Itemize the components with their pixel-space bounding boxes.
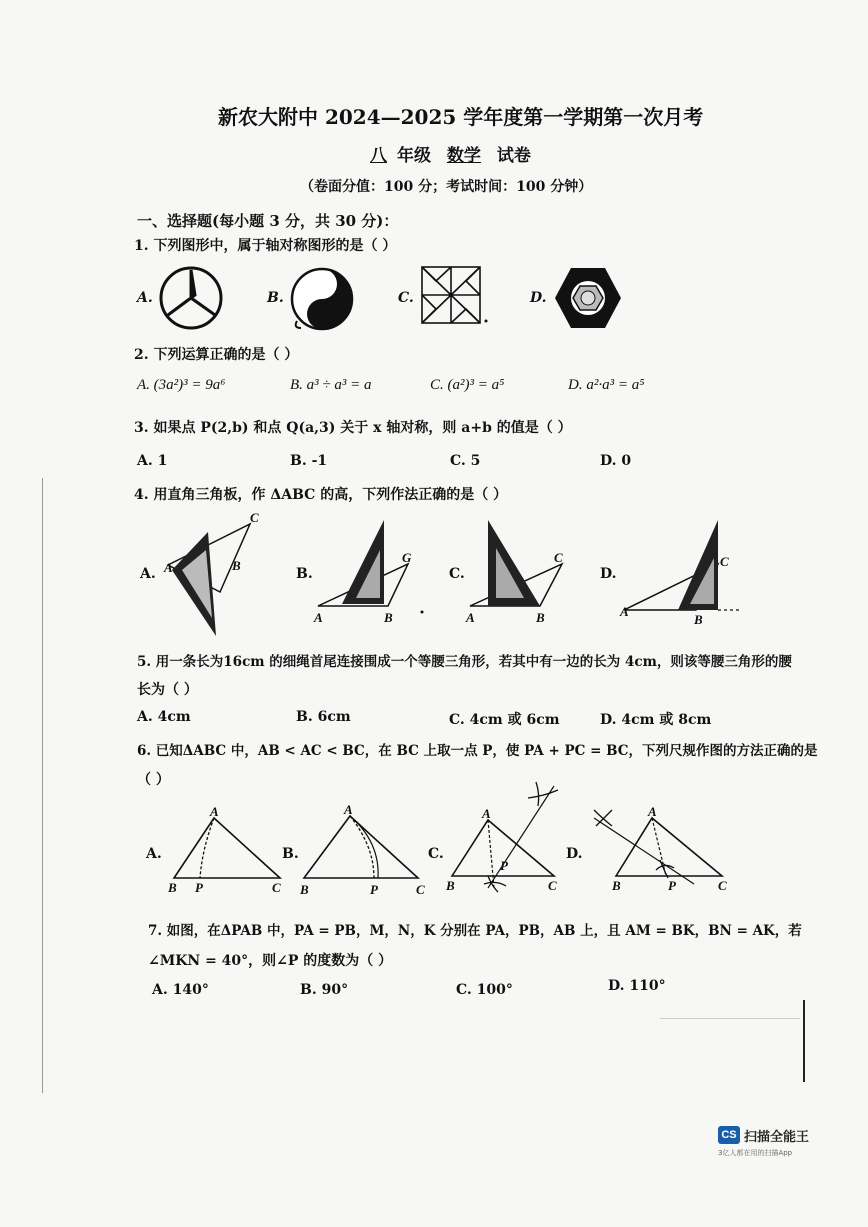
q6-option-d: D.: [566, 846, 583, 862]
q7-stem-line1: 7. 如图，在ΔPAB 中，PA = PB，M，N，K 分别在 PA，PB，AB 上，且 AM = BK，BN = AK，若: [148, 923, 802, 939]
q4c-label-b: B: [536, 610, 545, 625]
q2-option-a: A. (3a²)³ = 9a⁶: [137, 377, 226, 393]
q4-option-a: A.: [140, 566, 156, 582]
q7-option-d: D. 110°: [608, 978, 666, 994]
q6b-label-a: A: [344, 802, 353, 817]
q3-option-d: D. 0: [600, 453, 632, 469]
q6c-label-p: P: [500, 858, 508, 873]
q5-option-a: A. 4cm: [137, 709, 191, 725]
q4-option-d: D.: [600, 566, 617, 582]
q1-figure-b-yinyang-icon: [287, 266, 357, 332]
q6b-label-b: B: [300, 882, 309, 897]
q6d-label-a: A: [648, 804, 657, 819]
q5-option-b: B. 6cm: [296, 709, 351, 725]
camscanner-logo-icon: CS: [718, 1126, 740, 1144]
q7-stem-line2: ∠MKN = 40°，则∠P 的度数为（ ）: [148, 953, 393, 969]
grade-line: [360, 141, 531, 166]
q6-option-a: A.: [146, 846, 162, 862]
q1-figure-d-hexagon-icon: [553, 266, 623, 330]
grade-value: 八: [370, 146, 387, 166]
q3-option-a: A. 1: [137, 453, 168, 469]
q6c-label-c: C: [548, 878, 557, 893]
q4c-label-a: A: [466, 610, 475, 625]
scan-edge-right: [803, 1000, 805, 1082]
q1-figure-a-logo-icon: [157, 265, 227, 331]
q5-option-d: D. 4cm 或 8cm: [600, 712, 712, 728]
q2-option-d: D. a²·a³ = a⁵: [568, 377, 645, 393]
q1-option-b: B.: [267, 290, 284, 306]
q1-option-c: C.: [398, 290, 414, 306]
q4-figure-a: [160, 510, 270, 640]
q4a-label-c: C: [250, 510, 259, 525]
q6c-label-a: A: [482, 806, 491, 821]
grade-suffix: 年级: [397, 146, 431, 166]
q4d-label-c: C: [720, 554, 729, 569]
q7-option-b: B. 90°: [300, 982, 349, 998]
q1-option-d: D.: [530, 290, 547, 306]
q4d-label-b: B: [694, 612, 703, 627]
q6-figure-c: [444, 776, 574, 898]
q4-option-b: B.: [296, 566, 313, 582]
q1-stem: 1. 下列图形中，属于轴对称图形的是（ ）: [134, 238, 397, 254]
q2-option-c: C. (a²)³ = a⁵: [430, 377, 505, 393]
q3-option-c: C. 5: [450, 453, 481, 469]
q6d-label-c: C: [718, 878, 727, 893]
scanner-watermark: [718, 1124, 820, 1160]
q6-figure-d: [584, 796, 734, 896]
q6a-label-b: B: [168, 880, 177, 895]
q6-option-c: C.: [428, 846, 444, 862]
q4b-label-a: A: [314, 610, 323, 625]
q4-figure-c: [466, 518, 576, 626]
watermark-name: 扫描全能王: [744, 1130, 810, 1145]
q6-figure-b: [296, 802, 436, 898]
q4-figure-b: [312, 518, 432, 626]
q3-stem: 3. 如果点 P(2,b) 和点 Q(a,3) 关于 x 轴对称，则 a+b 的值是（ ）: [134, 420, 572, 436]
watermark-tagline: 3亿人都在用的扫描App: [718, 1149, 793, 1157]
q7-option-a: A. 140°: [152, 982, 209, 998]
scan-edge-bottom: [660, 1018, 800, 1019]
exam-info: （卷面分值：100 分；考试时间：100 分钟）: [300, 179, 593, 195]
q5-option-c: C. 4cm 或 6cm: [449, 712, 560, 728]
q3-option-b: B. -1: [290, 453, 328, 469]
q4a-label-a: A: [164, 560, 173, 575]
subject-value: 数学: [446, 146, 481, 166]
q6-stem-line2: （ ）: [137, 772, 170, 788]
paper-label: 试卷: [496, 146, 531, 166]
q4-figure-d: [618, 518, 748, 628]
q4-stem: 4. 用直角三角板，作 ΔABC 的高，下列作法正确的是（ ）: [134, 487, 508, 503]
q4b-label-g: G: [402, 550, 412, 565]
q2-stem: 2. 下列运算正确的是（ ）: [134, 347, 299, 363]
q6a-label-c: C: [272, 880, 281, 895]
q4-option-c: C.: [449, 566, 465, 582]
q4c-label-c: C: [554, 550, 563, 565]
q4d-label-a: A: [620, 604, 629, 619]
q5-stem-line1: 5. 用一条长为16cm 的细绳首尾连接围成一个等腰三角形，若其中有一边的长为 4cm，则该等腰三角形的腰: [137, 654, 792, 670]
q6a-label-a: A: [210, 804, 219, 819]
q7-option-c: C. 100°: [456, 982, 513, 998]
q6d-label-b: B: [612, 878, 621, 893]
scan-edge-left: [42, 478, 43, 1093]
q6-stem-line1: 6. 已知ΔABC 中，AB < AC < BC，在 BC 上取一点 P，使 PA + PC = BC，下列尺规作图的方法正确的是: [137, 743, 818, 759]
q6d-label-p: P: [668, 878, 676, 893]
q6a-label-p: P: [195, 880, 203, 895]
section-title: 一、选择题(每小题 3 分，共 30 分)：: [137, 212, 399, 230]
q6b-label-p: P: [370, 882, 378, 897]
q4b-label-b: B: [384, 610, 393, 625]
q1-option-a: A.: [137, 290, 153, 306]
q6-option-b: B.: [282, 846, 299, 862]
q1-figure-c-pinwheel-icon: [420, 265, 490, 325]
q6c-label-b: B: [446, 878, 455, 893]
q2-option-b: B. a³ ÷ a³ = a: [290, 377, 372, 393]
page-title: 新农大附中 2024—2025 学年度第一学期第一次月考: [218, 105, 704, 129]
q6-figure-a: [164, 806, 294, 896]
q5-stem-line2: 长为（ ）: [137, 682, 198, 698]
q6b-label-c: C: [416, 882, 425, 897]
q4a-label-b: B: [232, 558, 241, 573]
